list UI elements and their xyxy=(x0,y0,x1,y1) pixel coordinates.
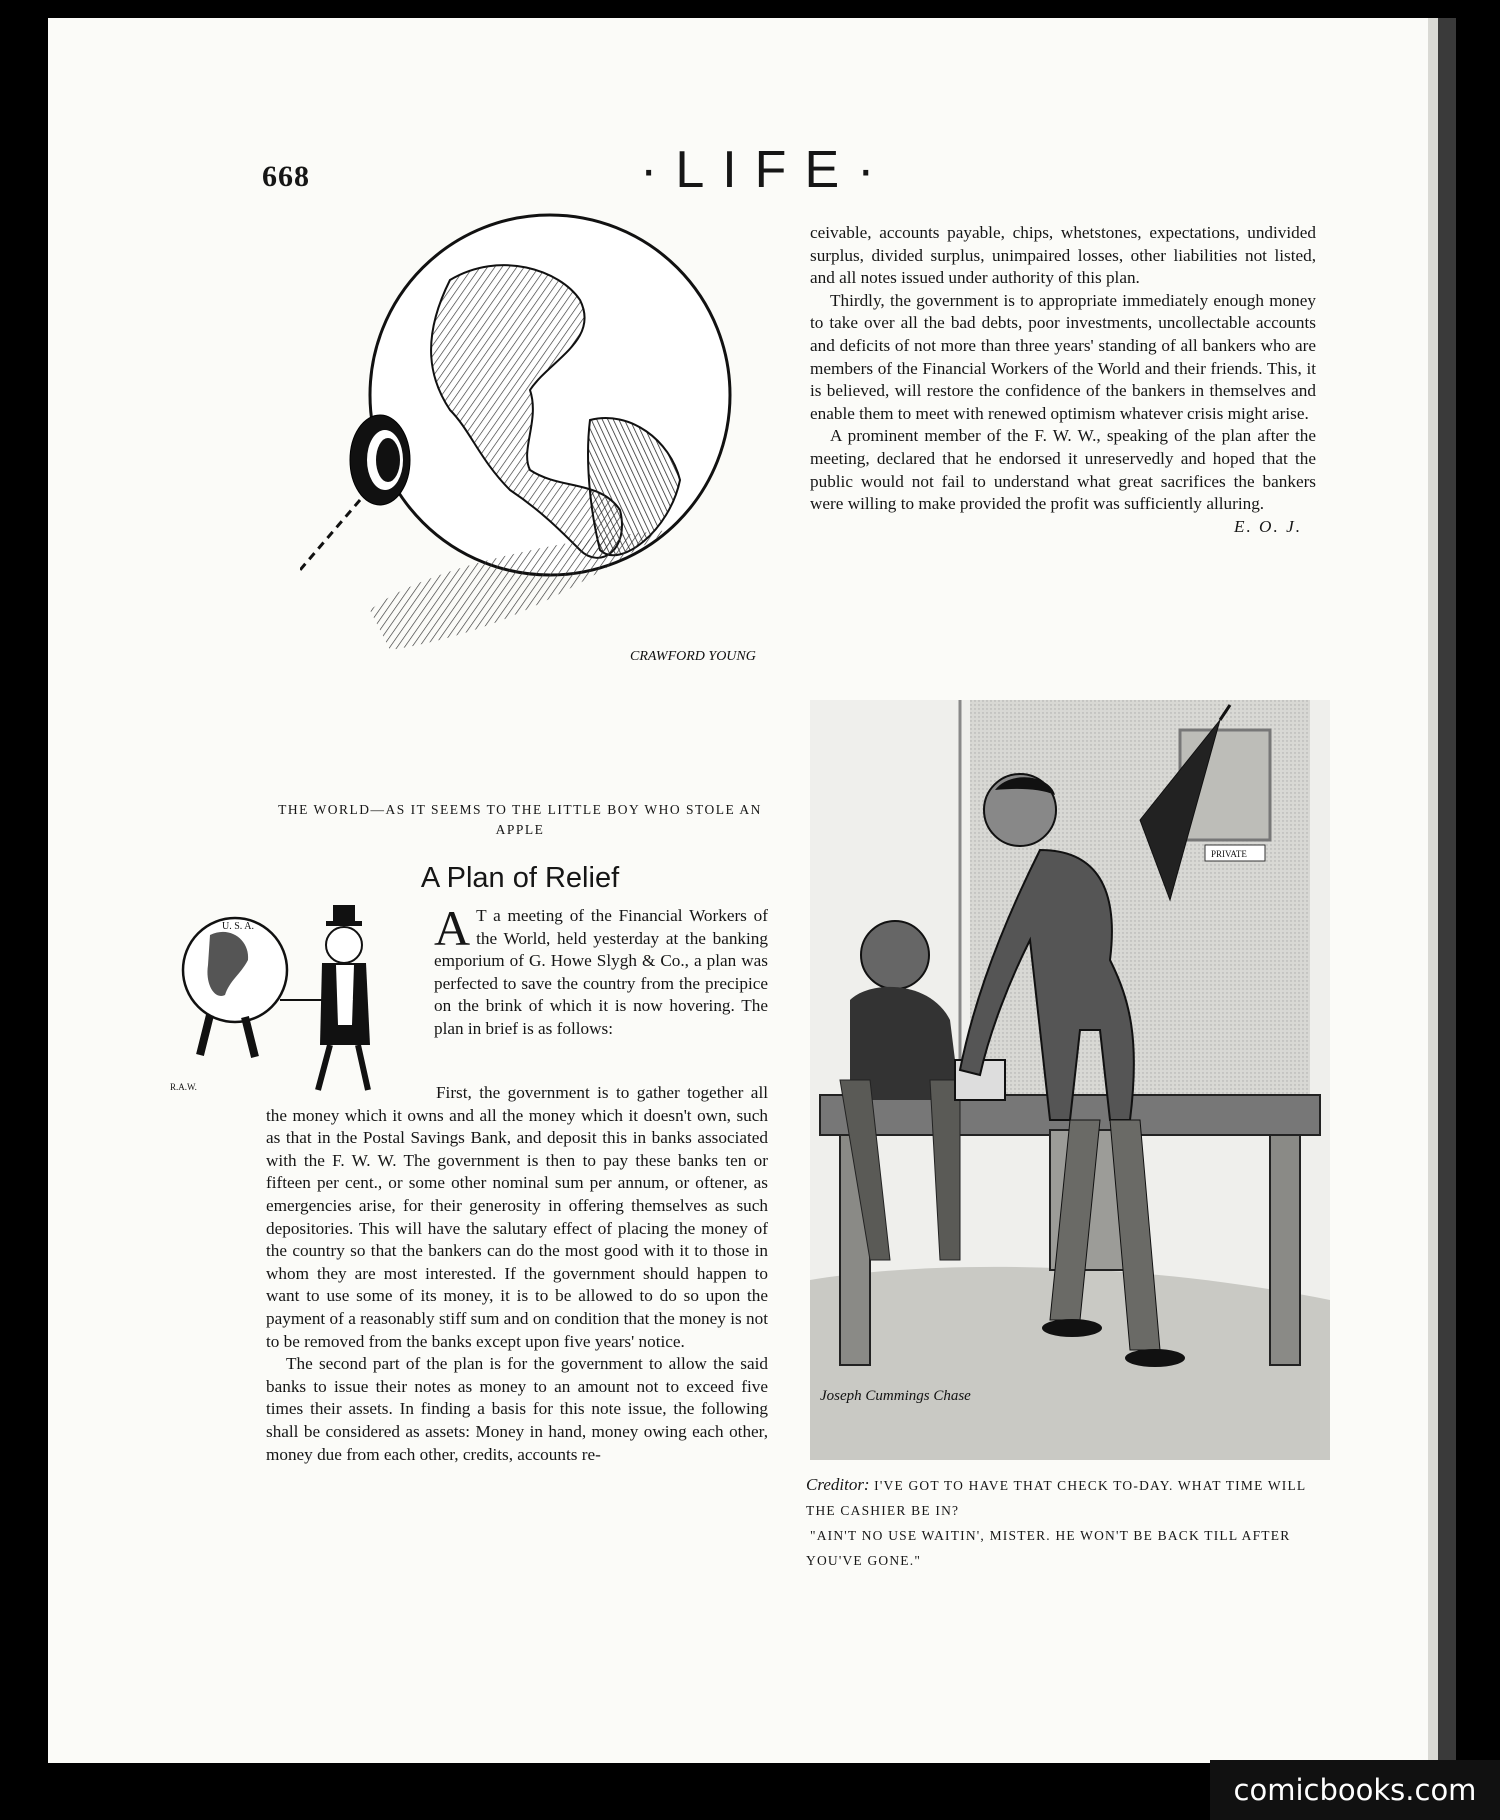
article-column-left-top xyxy=(434,900,768,1041)
cartoon-globe-and-banker xyxy=(170,905,430,1105)
article-column-left-bottom xyxy=(266,1082,768,1466)
cartoon1-caption: THE WORLD—AS IT SEEMS TO THE LITTLE BOY WHO STOLE AN APPLE xyxy=(278,802,762,837)
article-paragraph-1: A T a meeting of the Financial Workers of the World, held yesterday at the banking emporium of G. Howe Slygh & Co., a plan was perfected to save the country from the precipice on the brink of which it is now hovering. The plan in brief is as follows: xyxy=(434,900,768,1038)
article-paragraph-3-continued: ceivable, accounts payable, chips, whetstones, expectations, undivided surplus, divided surplus, unimpaired losses, other liabilities not listed, and all notes issued under authority of this plan. xyxy=(810,223,1316,288)
caption-line-1: Creditor: I'VE GOT TO HAVE THAT CHECK TO-DAY. WHAT TIME WILL THE CASHIER BE IN? xyxy=(806,1475,1306,1518)
article-signature: E. O. J. xyxy=(1233,516,1302,536)
article-paragraph-3: The second part of the plan is for the government to allow the said banks to issue their notes as money to an amount not to exceed five times their assets. In finding a basis for this note issue, the following shall be considered as assets: Money in hand, money owing each other, money due from each other, credits, accounts re- xyxy=(266,1354,768,1464)
cartoon-world-illustration xyxy=(300,210,780,790)
page-number: 668 xyxy=(262,160,310,193)
cartoon2-caption xyxy=(806,1472,1316,1573)
article-paragraph-5: A prominent member of the F. W. W., speaking of the plan after the meeting, declared that he endorsed it unreservedly and hoped that the public would not fail to understand what great sacrifices the bankers were willing to make provided the profit was sufficiently alluring. xyxy=(810,426,1316,514)
private-sign: PRIVATE xyxy=(1211,849,1247,859)
site-watermark: comicbooks.com xyxy=(1210,1760,1500,1820)
cartoon-creditor-illustration xyxy=(810,700,1330,1460)
cartoon1-artist-signature: CRAWFORD YOUNG xyxy=(630,649,756,664)
caption-line-2: "AIN'T NO USE WAITIN', MISTER. HE WON'T BE BACK TILL AFTER YOU'VE GONE." xyxy=(806,1528,1291,1568)
article-paragraph-2: First, the government is to gather together all the money which it owns and all the money which it doesn't own, such as that in the Postal Savings Bank, and deposit this in banks associated with the F. W. W. The government is then to pay these banks ten or fifteen per cent., or some other nominal sum per annum, or oftener, as emergencies arise, for their generosity in offering themselves as such depositories. This will have the salutary effect of placing the money of the country so that the bankers can do the most good with it to those in whom they are most interested. If the government should happen to want to use some of its money, it is to be allowed to do so upon the payment of a reasonably stiff sum and on condition that the money is not to be removed from the banks except upon five years' notice. xyxy=(266,1083,768,1351)
article-paragraph-4: Thirdly, the government is to appropriate immediately enough money to take over all the bad debts, poor investments, uncollectable accounts and deficits of not more than three years' standing of all bankers who are members of the Financial Workers of the World and their friends. This, it is believed, will restore the confidence of the bankers in themselves and enable them to meet with renewed optimism whatever crisis might arise. xyxy=(810,290,1316,423)
cartoon2-artist-signature: Joseph Cummings Chase xyxy=(820,1388,971,1404)
article-headline: A Plan of Relief xyxy=(420,862,620,894)
page-gutter xyxy=(1428,18,1438,1763)
small-cartoon-banker-label: J.C. xyxy=(338,992,354,1003)
caption-speaker: Creditor: xyxy=(806,1475,870,1494)
drop-cap: A xyxy=(434,900,471,956)
article-column-right xyxy=(810,222,1316,538)
masthead: ·LIFE· xyxy=(640,141,893,199)
small-cartoon-globe-label: U. S. A. xyxy=(222,921,254,932)
binding-edge xyxy=(1438,18,1456,1763)
small-cartoon-initials: R.A.W. xyxy=(170,1082,197,1092)
